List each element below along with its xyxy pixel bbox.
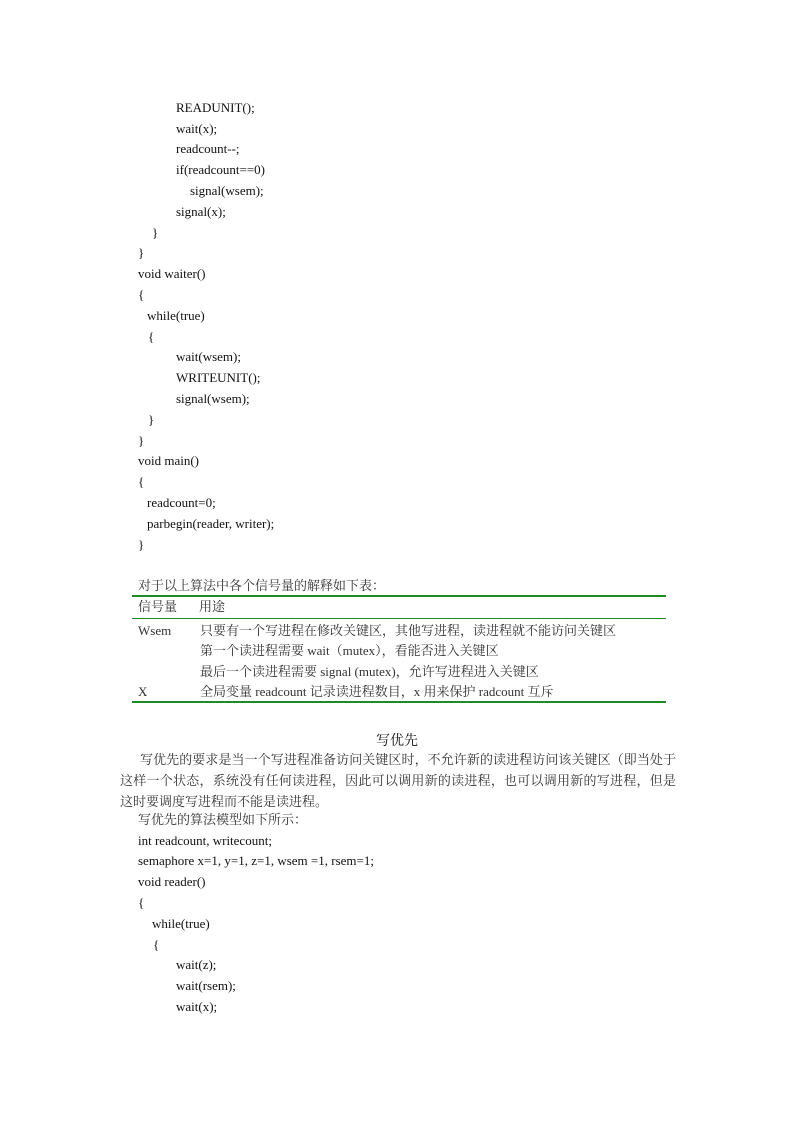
code-line: readcount=0; [147, 495, 216, 510]
code-line: int readcount, writecount; [138, 833, 272, 848]
code-line: wait(x); [176, 121, 218, 136]
code-line: { [148, 329, 155, 344]
code-line: readcount--; [176, 141, 240, 156]
code-line: wait(x); [176, 999, 218, 1014]
code-line: signal(wsem); [176, 391, 250, 406]
table-cell-signal: Wsem [138, 623, 172, 638]
code-line: semaphore x=1, y=1, z=1, wsem =1, rsem=1; [138, 853, 374, 868]
code-line: { [138, 474, 145, 489]
table-cell-purpose: 全局变量 readcount 记录读进程数目，x 用来保护 radcount 互斥 [200, 684, 554, 699]
code-line: parbegin(reader, writer); [147, 516, 275, 531]
section-title: 写优先 [376, 733, 418, 749]
table-cell-purpose: 最后一个读进程需要 signal (mutex)，允许写进程进入关键区 [200, 664, 539, 679]
code-line: if(readcount==0) [176, 162, 266, 177]
table-header-purpose: 用途 [199, 599, 226, 614]
code-line: void waiter() [138, 266, 206, 281]
code-line: signal(wsem); [190, 183, 264, 198]
table-top-rule [132, 595, 666, 597]
code-line: wait(z); [176, 957, 217, 972]
code-line: wait(rsem); [176, 978, 236, 993]
table-header-rule [132, 618, 666, 619]
code-line: { [153, 937, 160, 952]
code-line: { [138, 287, 145, 302]
code-line: } [152, 225, 159, 240]
code-line: signal(x); [176, 204, 226, 219]
code-line: } [138, 245, 145, 260]
code-line: } [138, 433, 145, 448]
code-line: } [138, 537, 145, 552]
table-cell-purpose: 第一个读进程需要 wait（mutex），看能否进入关键区 [200, 643, 499, 658]
code-line: void main() [138, 453, 200, 468]
table-caption: 对于以上算法中各个信号量的解释如下表： [138, 578, 386, 593]
code-line: { [138, 895, 145, 910]
code-line: wait(wsem); [176, 349, 241, 364]
table-cell-signal: X [138, 684, 148, 699]
model-intro: 写优先的算法模型如下所示： [138, 812, 308, 827]
table-cell-purpose: 只要有一个写进程在修改关键区，其他写进程，读进程就不能访问关键区 [200, 623, 617, 638]
code-line: } [148, 412, 155, 427]
table-header-signal: 信号量 [138, 599, 178, 614]
code-line: WRITEUNIT(); [176, 370, 261, 385]
code-line: while(true) [147, 308, 205, 323]
code-line: void reader() [138, 874, 206, 889]
table-bottom-rule [132, 701, 666, 703]
body-paragraph: 写优先的要求是当一个写进程准备访问关键区时，不允许新的读进程访问该关键区（即当处于这样一个状态，系统没有任何读进程，因此可以调用新的读进程，也可以调用新的写进程，但是这时要调度写进程而不能是读进程。 [120, 752, 676, 809]
code-line: while(true) [152, 916, 210, 931]
code-line: READUNIT(); [176, 100, 255, 115]
